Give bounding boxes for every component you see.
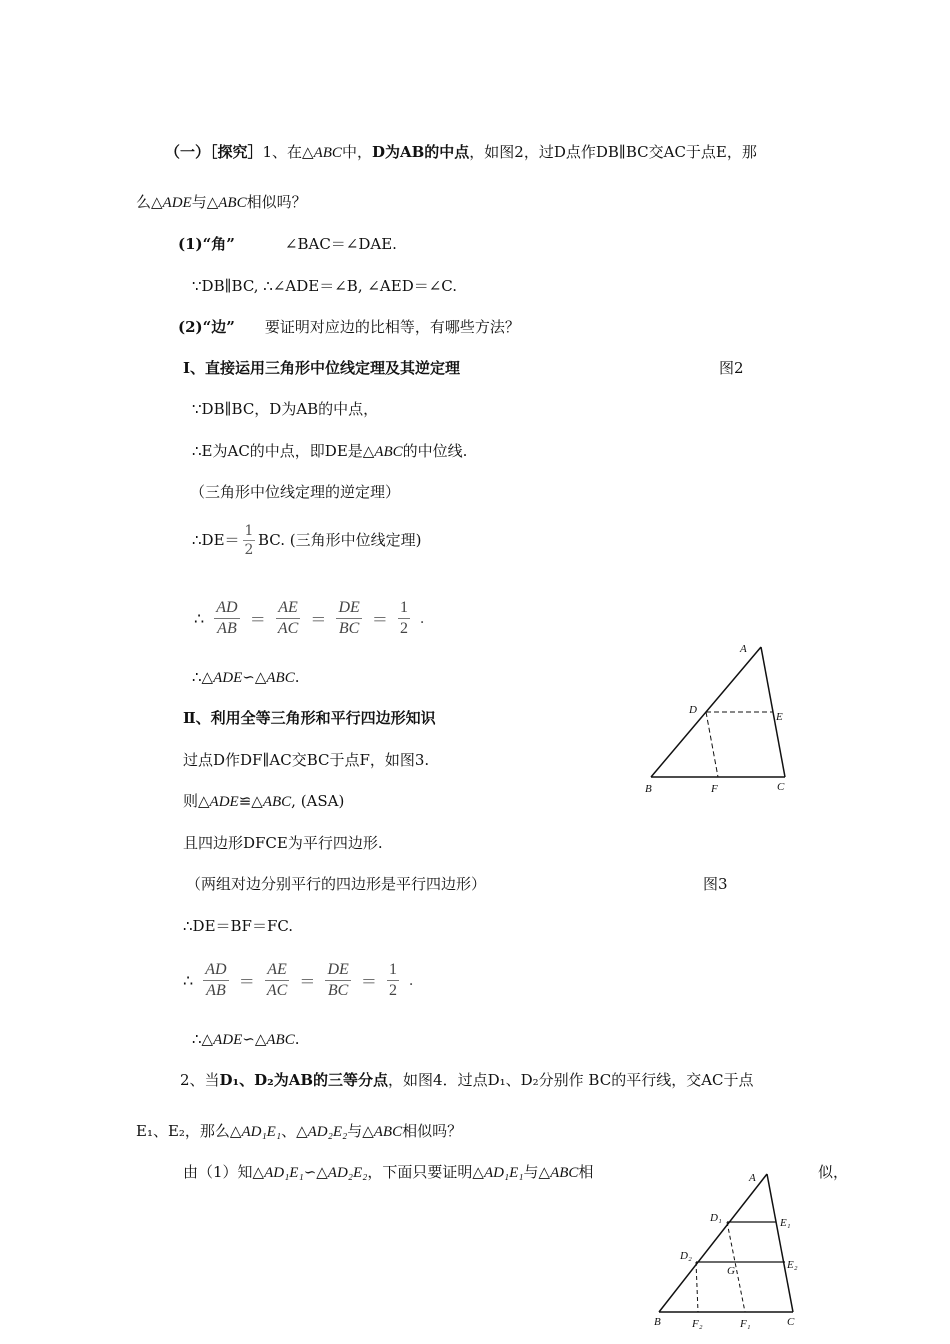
- m1-line-2: [192, 441, 467, 462]
- side-label: (2)“边”: [178, 318, 235, 336]
- equals: ＝: [371, 612, 388, 629]
- math-var: ABC: [266, 670, 295, 686]
- figure-2-caption: 图2: [719, 359, 744, 377]
- label-g: G: [727, 1265, 735, 1277]
- math-var: ADE: [213, 1032, 243, 1048]
- text: ∴E为AC的中点，即DE是△: [192, 442, 375, 460]
- part-2-line-2: [136, 1121, 462, 1142]
- denominator: AB: [217, 620, 237, 637]
- label-c: C: [787, 1316, 795, 1328]
- text: 由（1）知△: [183, 1163, 265, 1181]
- paragraph-1-line-1: [165, 142, 757, 163]
- label-b: B: [645, 783, 652, 795]
- text: .: [294, 668, 300, 686]
- text: ，如图2，过D点作DB∥BC交AC于点E，那: [469, 143, 757, 161]
- equals: ＝: [249, 612, 266, 629]
- label-d1: D₁: [710, 1212, 722, 1224]
- text: .: [294, 1030, 300, 1048]
- text: , (ASA): [291, 792, 345, 810]
- math-var: ADE: [162, 195, 192, 211]
- text: ∽△: [242, 668, 267, 686]
- numerator: AD: [203, 960, 228, 981]
- text: ∽△: [242, 1030, 267, 1048]
- fraction-one-half: [398, 598, 410, 639]
- segment-df: [706, 712, 718, 777]
- text: ≌△: [238, 792, 263, 810]
- text: 的中位线.: [402, 442, 468, 460]
- math-var: ADE: [213, 670, 243, 686]
- figure-4-triangle: [648, 1164, 818, 1344]
- bold-text: D为AB的中点: [371, 143, 470, 161]
- label-a: A: [749, 1172, 756, 1184]
- text: 么△: [136, 193, 163, 211]
- fraction-denominator: 2: [244, 542, 254, 558]
- text: 、△: [281, 1122, 308, 1140]
- period: .: [420, 609, 425, 627]
- text: 与△: [191, 193, 219, 211]
- numerator: 1: [387, 960, 399, 981]
- section-heading: （一）［探究］: [165, 143, 263, 161]
- math-var: AD₁E₁: [264, 1165, 304, 1181]
- side-text: 要证明对应边的比相等，有哪些方法？: [264, 318, 520, 336]
- text: ，如图4．过点D₁、D₂分别作 BC的平行线，交AC于点: [388, 1071, 754, 1089]
- method-1-title: Ⅰ、直接运用三角形中位线定理及其逆定理: [183, 359, 461, 377]
- label-e2: E₂: [787, 1259, 798, 1271]
- label-b: B: [654, 1316, 661, 1328]
- numerator: AE: [276, 598, 300, 619]
- period: .: [409, 971, 414, 989]
- denominator: AC: [266, 982, 288, 999]
- numerator: AE: [265, 960, 289, 981]
- side-line: [178, 317, 520, 337]
- text: 1、在△: [262, 143, 314, 161]
- text: ∴△: [192, 668, 214, 686]
- math-var: AD₂E₂: [307, 1124, 348, 1140]
- part-2-line-3-end: 似，: [818, 1163, 849, 1181]
- m2-line-3: 且四边形DFCE为平行四边形.: [183, 834, 383, 852]
- m2-line-1: 过点D作DF∥AC交BC于点F，如图3.: [183, 751, 430, 769]
- fraction-ae-ac: [276, 598, 300, 639]
- text: 中，: [341, 143, 372, 161]
- text: 相似吗？: [402, 1122, 463, 1140]
- m1-line-3: （三角形中位线定理的逆定理）: [190, 483, 401, 501]
- fraction-ad-ab: [203, 960, 228, 1001]
- fraction-numerator: 1: [244, 523, 254, 539]
- fraction-de-bc: [325, 960, 350, 1001]
- math-var: AD₂E₂: [327, 1165, 368, 1181]
- method-2-title: Ⅱ、利用全等三角形和平行四边形知识: [183, 709, 436, 727]
- text: E₁、E₂，那么△: [136, 1122, 242, 1140]
- m1-line-4-rest: BC. (三角形中位线定理): [258, 531, 422, 549]
- math-var: AD₁E₁: [483, 1165, 524, 1181]
- angle-label: (1)“角”: [178, 235, 235, 253]
- ratio-equation-2: [181, 960, 415, 1001]
- bold-text: D₁、D₂为AB的三等分点: [219, 1071, 389, 1089]
- equals: ＝: [238, 974, 255, 991]
- numerator: DE: [336, 598, 361, 619]
- label-f1: F₁: [740, 1318, 751, 1330]
- equals: ＝: [360, 974, 377, 991]
- denominator: AB: [206, 982, 226, 999]
- part-2-line-3: [183, 1162, 593, 1183]
- part-2-line-1: [180, 1070, 754, 1090]
- math-var: AD₁E₁: [241, 1124, 282, 1140]
- text: 与△: [347, 1122, 374, 1140]
- fraction-ae-ac: [265, 960, 289, 1001]
- side-ab: [659, 1174, 767, 1312]
- label-a: A: [740, 643, 747, 655]
- equals: ＝: [310, 612, 327, 629]
- label-f2: F₂: [692, 1318, 703, 1330]
- math-var: ABC: [313, 145, 342, 161]
- therefore-symbol: ∴: [194, 610, 205, 628]
- figure-3-triangle: [640, 638, 800, 798]
- equals: ＝: [299, 974, 316, 991]
- denominator: 2: [400, 620, 408, 637]
- label-e1: E₁: [780, 1217, 791, 1229]
- denominator: AC: [277, 620, 299, 637]
- m2-line-2: [183, 791, 344, 812]
- similarity-line-1: [192, 667, 300, 688]
- text: 与△: [523, 1163, 551, 1181]
- math-var: ABC: [262, 794, 292, 810]
- label-e: E: [776, 711, 783, 723]
- text: 相似吗？: [246, 193, 307, 211]
- m2-line-4: （两组对边分别平行的四边形是平行四边形）: [186, 875, 487, 893]
- math-var: ABC: [218, 195, 247, 211]
- text: 则△: [183, 792, 210, 810]
- ratio-equation-1: [192, 598, 426, 639]
- fraction-de-bc: [336, 598, 361, 639]
- because-line-1: ∵DB∥BC, ∴∠ADE＝∠B, ∠AED＝∠C.: [192, 277, 458, 295]
- label-d2: D₂: [680, 1250, 692, 1262]
- math-var: ADE: [209, 794, 239, 810]
- segment-d2f2: [696, 1262, 698, 1312]
- angle-line: [178, 234, 397, 254]
- math-var: ABC: [374, 444, 403, 460]
- therefore-symbol: ∴: [183, 972, 194, 990]
- label-c: C: [777, 781, 785, 793]
- fraction-one-half: [387, 960, 399, 1001]
- math-var: ABC: [373, 1124, 403, 1140]
- text: 2、当: [180, 1071, 220, 1089]
- denominator: BC: [327, 982, 349, 999]
- m1-line-4: [192, 530, 240, 550]
- angle-equation: ∠BAC＝∠DAE.: [284, 235, 397, 253]
- m1-line-1: ∵DB∥BC，D为AB的中点，: [192, 400, 379, 418]
- math-var: ABC: [550, 1165, 579, 1181]
- text: ∴△: [192, 1030, 214, 1048]
- text: ，下面只要证明△: [367, 1163, 484, 1181]
- similarity-line-2: [192, 1029, 300, 1050]
- figure-3-caption: 图3: [703, 875, 728, 893]
- side-ac: [767, 1174, 793, 1312]
- text: ∴DE＝: [192, 531, 240, 549]
- text: 相: [578, 1163, 594, 1181]
- numerator: 1: [398, 598, 410, 619]
- numerator: DE: [325, 960, 350, 981]
- denominator: 2: [389, 982, 397, 999]
- m2-line-5: ∴DE＝BF＝FC.: [183, 917, 294, 935]
- math-var: ABC: [266, 1032, 295, 1048]
- half-fraction: [243, 522, 255, 559]
- label-d: D: [689, 704, 697, 716]
- fraction-ad-ab: [214, 598, 239, 639]
- numerator: AD: [214, 598, 239, 619]
- paragraph-1-line-2: [136, 192, 307, 213]
- denominator: BC: [338, 620, 360, 637]
- text: ∽△: [303, 1163, 328, 1181]
- label-f: F: [711, 783, 718, 795]
